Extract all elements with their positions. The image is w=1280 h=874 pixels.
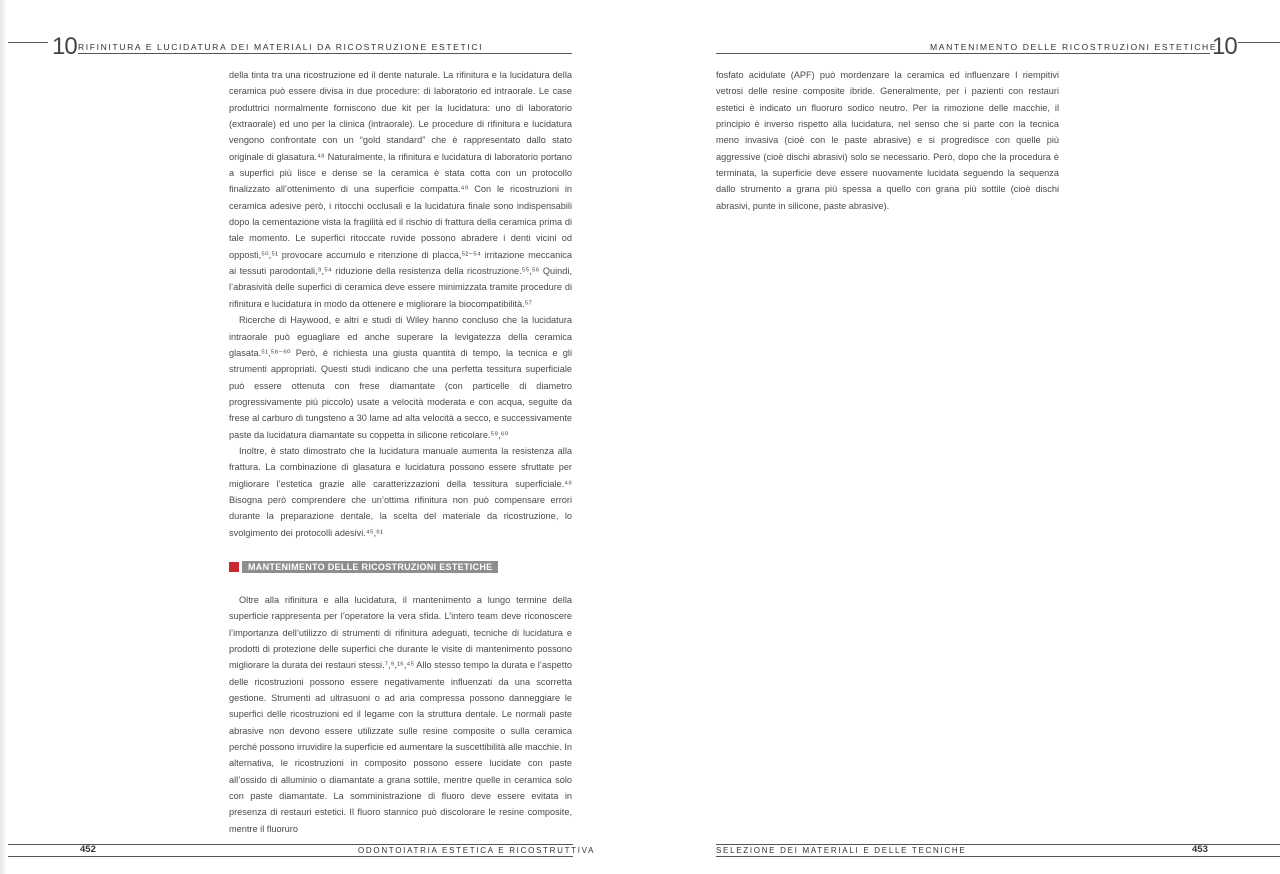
chapter-number: 10 bbox=[52, 33, 77, 60]
right-page bbox=[640, 0, 1280, 874]
header-rule-left bbox=[8, 42, 48, 43]
footer-rule-bottom bbox=[716, 856, 1280, 857]
page-edge-shadow bbox=[0, 0, 7, 874]
paragraph: Inoltre, è stato dimostrato che la lucidatura manuale aumenta la resistenza alla frattura. La combinazione di glasatura e lucidatura possono essere sfruttate per migliorare l’estetica grazie alle caratterizzazioni della tessitura superficiale.⁴⁸ Bisogna però comprendere che un’ottima rifinitura non può compensare errori durante la preparazione dentale, la scelta del materiale da ricostruzione, lo svolgimento dei protocolli adesivi.⁴⁵,⁶¹ bbox=[229, 445, 572, 538]
running-head: RIFINITURA E LUCIDATURA DEI MATERIALI DA RICOSTRUZIONE ESTETICI bbox=[78, 42, 484, 52]
section-marker bbox=[229, 562, 239, 572]
section-heading bbox=[229, 561, 498, 573]
footer-rule-bottom bbox=[8, 856, 573, 857]
footer-title: SELEZIONE DEI MATERIALI E DELLE TECNICHE bbox=[716, 846, 967, 855]
header-rule-under bbox=[716, 53, 1210, 54]
running-head: MANTENIMENTO DELLE RICOSTRUZIONI ESTETICHE bbox=[930, 42, 1218, 52]
header-rule-under bbox=[78, 53, 572, 54]
paragraph: fosfato acidulate (APF) può mordenzare la ceramica ed influenzare I riempitivi vetrosi delle resine composite ibride. Generalmente, per i pazienti con restauri estetici è indicato un fluoruro sodico neutro. Per la rimozione delle macchie, il principio è inverso rispetto alla lucidatura, nel senso che si parte con la tecnica meno invasiva (cioè con le paste abrasive) e si progredisce con quelle più aggressive (cioè dischi abrasivi) solo se necessario. Però, dopo che la procedura è terminata, la superficie deve essere nuovamente lucidata seguendo la sequenza dallo strumento a grana più spessa a quello con grana più sottile (cioè dischi abrasivi, punte in silicone, paste abrasive). bbox=[716, 70, 1059, 211]
body-text-column bbox=[229, 67, 572, 541]
paragraph: Ricerche di Haywood, e altri e studi di Wiley hanno concluso che la lucidatura intraorale può eguagliare ed anche superare la levigatezza della ceramica glasata.⁵¹,⁵⁸⁻⁶⁰ Però, è richiesta una giusta quantità di tempo, la tecnica e gli strumenti appropriati. Questi studi indicano che una perfetta tessitura superficiale può essere ottenuta con frese diamantate (con particelle di diametro progressivamente più piccolo) usate a velocità moderata e con acqua, seguite da frese al carburo di tungsteno a 30 lame ad alta velocità a secco, e successivamente paste da lucidatura diamantate su coppetta in silicone reticolare.⁵⁹,⁶⁰ bbox=[229, 315, 572, 440]
body-text-column bbox=[716, 67, 1059, 214]
header-rule-right bbox=[1238, 42, 1280, 43]
paragraph: Oltre alla rifinitura e alla lucidatura, il mantenimento a lungo termine della superficie rappresenta per l’operatore la vera sfida. L’intero team deve riconoscere l’importanza dell’utilizzo di strumenti di rifinitura adeguati, tecniche di lucidatura e prodotti di protezione delle superfici che durante le visite di mantenimento possono migliorare la durata dei restauri stessi.⁷,⁹,¹⁶,⁴⁵ Allo stesso tempo la durata e l’aspetto delle ricostruzioni possono essere negativamente influenzati da una scorretta gestione. Strumenti ad ultrasuoni o ad aria compressa possono danneggiare le superfici delle ricostruzioni ed il legame con la struttura dentale. Le normali paste abrasive non devono essere utilizzate sulle resine composite o sulla ceramica perché possono irruvidire la superficie ed aumentare la suscettibilità alle macchie. In alternativa, le ricostruzioni in composito possono essere lucidate con paste all’ossido di alluminio o diamantate a grana sottile, mentre quelle in ceramica solo con paste diamantate. La somministrazione di fluoro deve essere evitata in presenza di restauri estetici. Il fluoro stannico può discolorare le resine composite, mentre il fluoruro bbox=[229, 595, 572, 834]
section-heading-label: MANTENIMENTO DELLE RICOSTRUZIONI ESTETICHE bbox=[242, 561, 498, 573]
footer-title: ODONTOIATRIA ESTETICA E RICOSTRUTTIVA bbox=[358, 846, 596, 855]
page-number: 453 bbox=[1192, 844, 1208, 855]
page-number: 452 bbox=[80, 844, 96, 855]
paragraph: della tinta tra una ricostruzione ed il dente naturale. La rifinitura e la lucidatura della ceramica può essere divisa in due procedure: di laboratorio ed intraorale. Le case produttrici normalmente forniscono due kit per la lucidatura: uno di laboratorio (extraorale) ed uno per la clinica (intraorale). Le procedure di rifinitura e lucidatura vengono confrontate con un “gold standard” che è rappresentato dallo stato originale di glasatura.⁴⁸ Naturalmente, la rifinitura e lucidatura di laboratorio portano a superfici più lisce e dense se la ceramica è stata cotta con un protocollo finalizzato all’ottenimento di una superficie compatta.⁴⁹ Con le ricostruzioni in ceramica adesive però, i ritocchi occlusali e la lucidatura finale sono indispensabili dopo la cementazione vista la fragilità ed il rischio di frattura della ceramica prima di tale momento. Le superfici ritoccate ruvide possono abradere i denti vicini od opposti,⁵⁰,⁵¹ provocare accumulo e ritenzione di placca,⁵²⁻⁵⁴ irritazione meccanica ai tessuti parodontali,⁹,⁵⁴ riduzione della resistenza della ricostruzione.⁵⁵,⁵⁶ Quindi, l’abrasività delle superfici di ceramica deve essere minimizzata tramite procedure di rifinitura e lucidatura in modo da ottenere e migliorare la biocompatibilità.⁵⁷ bbox=[229, 70, 572, 309]
chapter-number: 10 bbox=[1212, 33, 1237, 60]
section-text-column bbox=[229, 592, 572, 837]
